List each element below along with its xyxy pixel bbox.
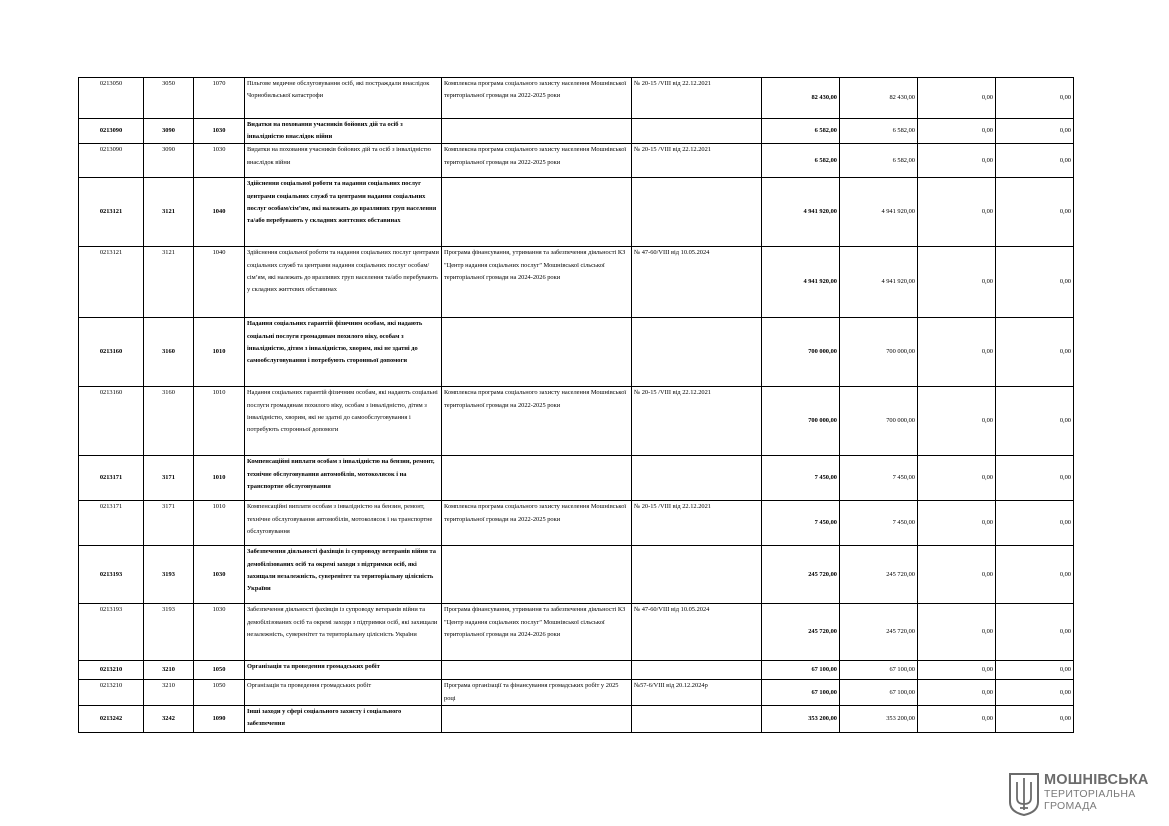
cell-decision [632, 318, 762, 387]
cell-code: 0213090 [79, 119, 144, 144]
table-row-summary [79, 119, 1074, 144]
cell-program [442, 661, 632, 680]
cell-dev: 0,00 [996, 144, 1074, 178]
table-row [79, 144, 1074, 178]
cell-program: Програма організації та фінансування громадських робіт у 2025 році [442, 680, 632, 705]
cell-dev: 0,00 [996, 119, 1074, 144]
table-row [79, 501, 1074, 546]
cell-total: 7 450,00 [762, 501, 840, 546]
table-body [79, 78, 1074, 733]
cell-decision [632, 119, 762, 144]
cell-tpkvk: 3210 [144, 661, 194, 680]
cell-program: Програма фінансування, утримання та забезпечення діяльності КЗ "Центр надання соціальних послуг" Мошнівської сільської територіальної громади на 2024-2026 роки [442, 604, 632, 661]
cell-fkvk: 1030 [194, 119, 245, 144]
cell-general: 67 100,00 [840, 661, 918, 680]
cell-special: 0,00 [918, 144, 996, 178]
cell-dev: 0,00 [996, 456, 1074, 501]
cell-tpkvk: 3050 [144, 78, 194, 119]
cell-general: 82 430,00 [840, 78, 918, 119]
cell-code: 0213090 [79, 144, 144, 178]
cell-fkvk: 1010 [194, 456, 245, 501]
cell-fkvk: 1090 [194, 705, 245, 732]
cell-fkvk: 1010 [194, 387, 245, 456]
cell-name: Видатки на поховання учасників бойових дій та осіб з інвалідністю внаслідок війни [245, 119, 442, 144]
cell-general: 7 450,00 [840, 456, 918, 501]
cell-tpkvk: 3193 [144, 604, 194, 661]
cell-name: Компенсаційні виплати особам з інвалідністю на бензин, ремонт, технічне обслуговування автомобілів, мотоколясок і на транспортне обслуговування [245, 456, 442, 501]
cell-code: 0213242 [79, 705, 144, 732]
cell-total: 82 430,00 [762, 78, 840, 119]
cell-program: Комплексна програма соціального захисту населення Мошнівської територіальної громади на 2022-2025 роки [442, 501, 632, 546]
cell-fkvk: 1070 [194, 78, 245, 119]
cell-total: 245 720,00 [762, 546, 840, 604]
cell-special: 0,00 [918, 178, 996, 247]
table-row-summary [79, 456, 1074, 501]
cell-code: 0213193 [79, 604, 144, 661]
cell-dev: 0,00 [996, 705, 1074, 732]
cell-fkvk: 1010 [194, 501, 245, 546]
cell-decision: №57-6/VIII від 20.12.2024р [632, 680, 762, 705]
cell-code: 0213121 [79, 247, 144, 318]
cell-tpkvk: 3171 [144, 501, 194, 546]
cell-tpkvk: 3160 [144, 318, 194, 387]
cell-general: 6 582,00 [840, 144, 918, 178]
cell-special: 0,00 [918, 78, 996, 119]
cell-general: 4 941 920,00 [840, 247, 918, 318]
cell-decision: № 20-15 /VIII від 22.12.2021 [632, 144, 762, 178]
cell-decision [632, 456, 762, 501]
cell-name: Здійснення соціальної роботи та надання соціальних послуг центрами соціальних служб та центрами надання соціальних послуг особам/сім’ям, які належать до вразливих груп населення та/або перебувають у складних життєвих обставинах [245, 247, 442, 318]
community-logo [1008, 772, 1158, 818]
cell-dev: 0,00 [996, 680, 1074, 705]
cell-code: 0213160 [79, 387, 144, 456]
cell-code: 0213171 [79, 456, 144, 501]
cell-dev: 0,00 [996, 178, 1074, 247]
cell-code: 0213160 [79, 318, 144, 387]
cell-total: 245 720,00 [762, 604, 840, 661]
cell-fkvk: 1030 [194, 604, 245, 661]
cell-tpkvk: 3121 [144, 178, 194, 247]
cell-total: 353 200,00 [762, 705, 840, 732]
cell-general: 353 200,00 [840, 705, 918, 732]
cell-decision: № 20-15 /VIII від 22.12.2021 [632, 501, 762, 546]
cell-decision: № 20-15 /VIII від 22.12.2021 [632, 78, 762, 119]
cell-code: 0213050 [79, 78, 144, 119]
cell-total: 700 000,00 [762, 318, 840, 387]
cell-total: 4 941 920,00 [762, 178, 840, 247]
table-row [79, 387, 1074, 456]
cell-total: 7 450,00 [762, 456, 840, 501]
cell-name: Організація та проведення громадських робіт [245, 680, 442, 705]
cell-name: Видатки на поховання учасників бойових дій та осіб з інвалідністю внаслідок війни [245, 144, 442, 178]
table-row [79, 78, 1074, 119]
cell-fkvk: 1030 [194, 144, 245, 178]
cell-general: 700 000,00 [840, 318, 918, 387]
cell-decision [632, 546, 762, 604]
cell-decision: № 20-15 /VIII від 22.12.2021 [632, 387, 762, 456]
cell-name: Надання соціальних гарантій фізичним особам, які надають соціальні послуги громадянам похилого віку, особам з інвалідністю, дітям з інвалідністю, хворим, які не здатні до самообслуговування і потребують сторонньої допомоги [245, 387, 442, 456]
cell-special: 0,00 [918, 546, 996, 604]
cell-fkvk: 1030 [194, 546, 245, 604]
cell-program [442, 318, 632, 387]
cell-program [442, 456, 632, 501]
cell-total: 700 000,00 [762, 387, 840, 456]
cell-tpkvk: 3090 [144, 144, 194, 178]
cell-tpkvk: 3160 [144, 387, 194, 456]
table-row [79, 604, 1074, 661]
cell-program: Комплексна програма соціального захисту населення Мошнівської територіальної громади на 2022-2025 роки [442, 387, 632, 456]
cell-general: 245 720,00 [840, 604, 918, 661]
cell-fkvk: 1040 [194, 247, 245, 318]
cell-tpkvk: 3210 [144, 680, 194, 705]
cell-decision [632, 705, 762, 732]
cell-code: 0213210 [79, 680, 144, 705]
table-row-summary [79, 546, 1074, 604]
cell-code: 0213193 [79, 546, 144, 604]
cell-name: Забезпечення діяльності фахівців із супроводу ветеранів війни та демобілізованих осіб та окремі заходи з підтримки осіб, які захищали незалежність, суверенітет та територіальну цілісність України [245, 604, 442, 661]
cell-total: 6 582,00 [762, 144, 840, 178]
cell-special: 0,00 [918, 387, 996, 456]
cell-special: 0,00 [918, 661, 996, 680]
cell-dev: 0,00 [996, 661, 1074, 680]
logo-title: МОШНІВСЬКА [1044, 772, 1149, 788]
cell-tpkvk: 3121 [144, 247, 194, 318]
cell-program: Програма фінансування, утримання та забезпечення діяльності КЗ "Центр надання соціальних послуг" Мошнівської сільської територіальної громади на 2024-2026 роки [442, 247, 632, 318]
cell-program [442, 705, 632, 732]
cell-fkvk: 1010 [194, 318, 245, 387]
cell-total: 4 941 920,00 [762, 247, 840, 318]
cell-dev: 0,00 [996, 247, 1074, 318]
cell-code: 0213171 [79, 501, 144, 546]
cell-total: 67 100,00 [762, 680, 840, 705]
cell-fkvk: 1050 [194, 680, 245, 705]
cell-decision [632, 178, 762, 247]
cell-total: 67 100,00 [762, 661, 840, 680]
cell-special: 0,00 [918, 680, 996, 705]
cell-general: 4 941 920,00 [840, 178, 918, 247]
cell-special: 0,00 [918, 119, 996, 144]
cell-dev: 0,00 [996, 387, 1074, 456]
budget-table [78, 77, 1074, 733]
logo-subtitle-2: ГРОМАДА [1044, 800, 1097, 812]
cell-special: 0,00 [918, 247, 996, 318]
cell-special: 0,00 [918, 501, 996, 546]
cell-decision [632, 661, 762, 680]
cell-fkvk: 1040 [194, 178, 245, 247]
cell-code: 0213210 [79, 661, 144, 680]
table-row-summary [79, 178, 1074, 247]
trident-icon [1008, 772, 1040, 816]
cell-program: Комплексна програма соціального захисту населення Мошнівської територіальної громади на 2022-2025 роки [442, 144, 632, 178]
cell-name: Здійснення соціальної роботи та надання соціальних послуг центрами соціальних служб та центрами надання соціальних послуг особам/сім’ям, які належать до вразливих груп населення та/або перебувають у складних життєвих обставинах [245, 178, 442, 247]
table-row-summary [79, 318, 1074, 387]
cell-tpkvk: 3242 [144, 705, 194, 732]
cell-program: Комплексна програма соціального захисту населення Мошнівської територіальної громади на 2022-2025 роки [442, 78, 632, 119]
cell-code: 0213121 [79, 178, 144, 247]
cell-general: 7 450,00 [840, 501, 918, 546]
cell-dev: 0,00 [996, 546, 1074, 604]
cell-fkvk: 1050 [194, 661, 245, 680]
cell-general: 245 720,00 [840, 546, 918, 604]
cell-special: 0,00 [918, 705, 996, 732]
cell-name: Інші заходи у сфері соціального захисту і соціального забезпечення [245, 705, 442, 732]
cell-tpkvk: 3171 [144, 456, 194, 501]
cell-dev: 0,00 [996, 501, 1074, 546]
cell-dev: 0,00 [996, 604, 1074, 661]
cell-program [442, 119, 632, 144]
cell-tpkvk: 3090 [144, 119, 194, 144]
cell-decision: № 47-60/VIII від 10.05.2024 [632, 247, 762, 318]
table-row [79, 247, 1074, 318]
cell-general: 700 000,00 [840, 387, 918, 456]
cell-name: Пільгове медичне обслуговування осіб, які постраждали внаслідок Чорнобильської катастрофи [245, 78, 442, 119]
table-row [79, 680, 1074, 705]
cell-special: 0,00 [918, 318, 996, 387]
cell-program [442, 546, 632, 604]
cell-total: 6 582,00 [762, 119, 840, 144]
cell-dev: 0,00 [996, 318, 1074, 387]
logo-subtitle-1: ТЕРИТОРІАЛЬНА [1044, 788, 1136, 800]
cell-name: Забезпечення діяльності фахівців із супроводу ветеранів війни та демобілізованих осіб та окремі заходи з підтримки осіб, які захищали незалежність, суверенітет та територіальну цілісність України [245, 546, 442, 604]
cell-program [442, 178, 632, 247]
table-row-summary [79, 661, 1074, 680]
cell-special: 0,00 [918, 604, 996, 661]
cell-general: 6 582,00 [840, 119, 918, 144]
cell-name: Організація та проведення громадських робіт [245, 661, 442, 680]
cell-name: Надання соціальних гарантій фізичним особам, які надають соціальні послуги громадянам похилого віку, особам з інвалідністю, дітям з інвалідністю, хворим, які не здатні до самообслуговування і потребують сторонньої допомоги [245, 318, 442, 387]
cell-special: 0,00 [918, 456, 996, 501]
cell-name: Компенсаційні виплати особам з інвалідністю на бензин, ремонт, технічне обслуговування автомобілів, мотоколясок і на транспортне обслуговування [245, 501, 442, 546]
cell-general: 67 100,00 [840, 680, 918, 705]
cell-dev: 0,00 [996, 78, 1074, 119]
table-row-summary [79, 705, 1074, 732]
cell-tpkvk: 3193 [144, 546, 194, 604]
cell-decision: № 47-60/VIII від 10.05.2024 [632, 604, 762, 661]
